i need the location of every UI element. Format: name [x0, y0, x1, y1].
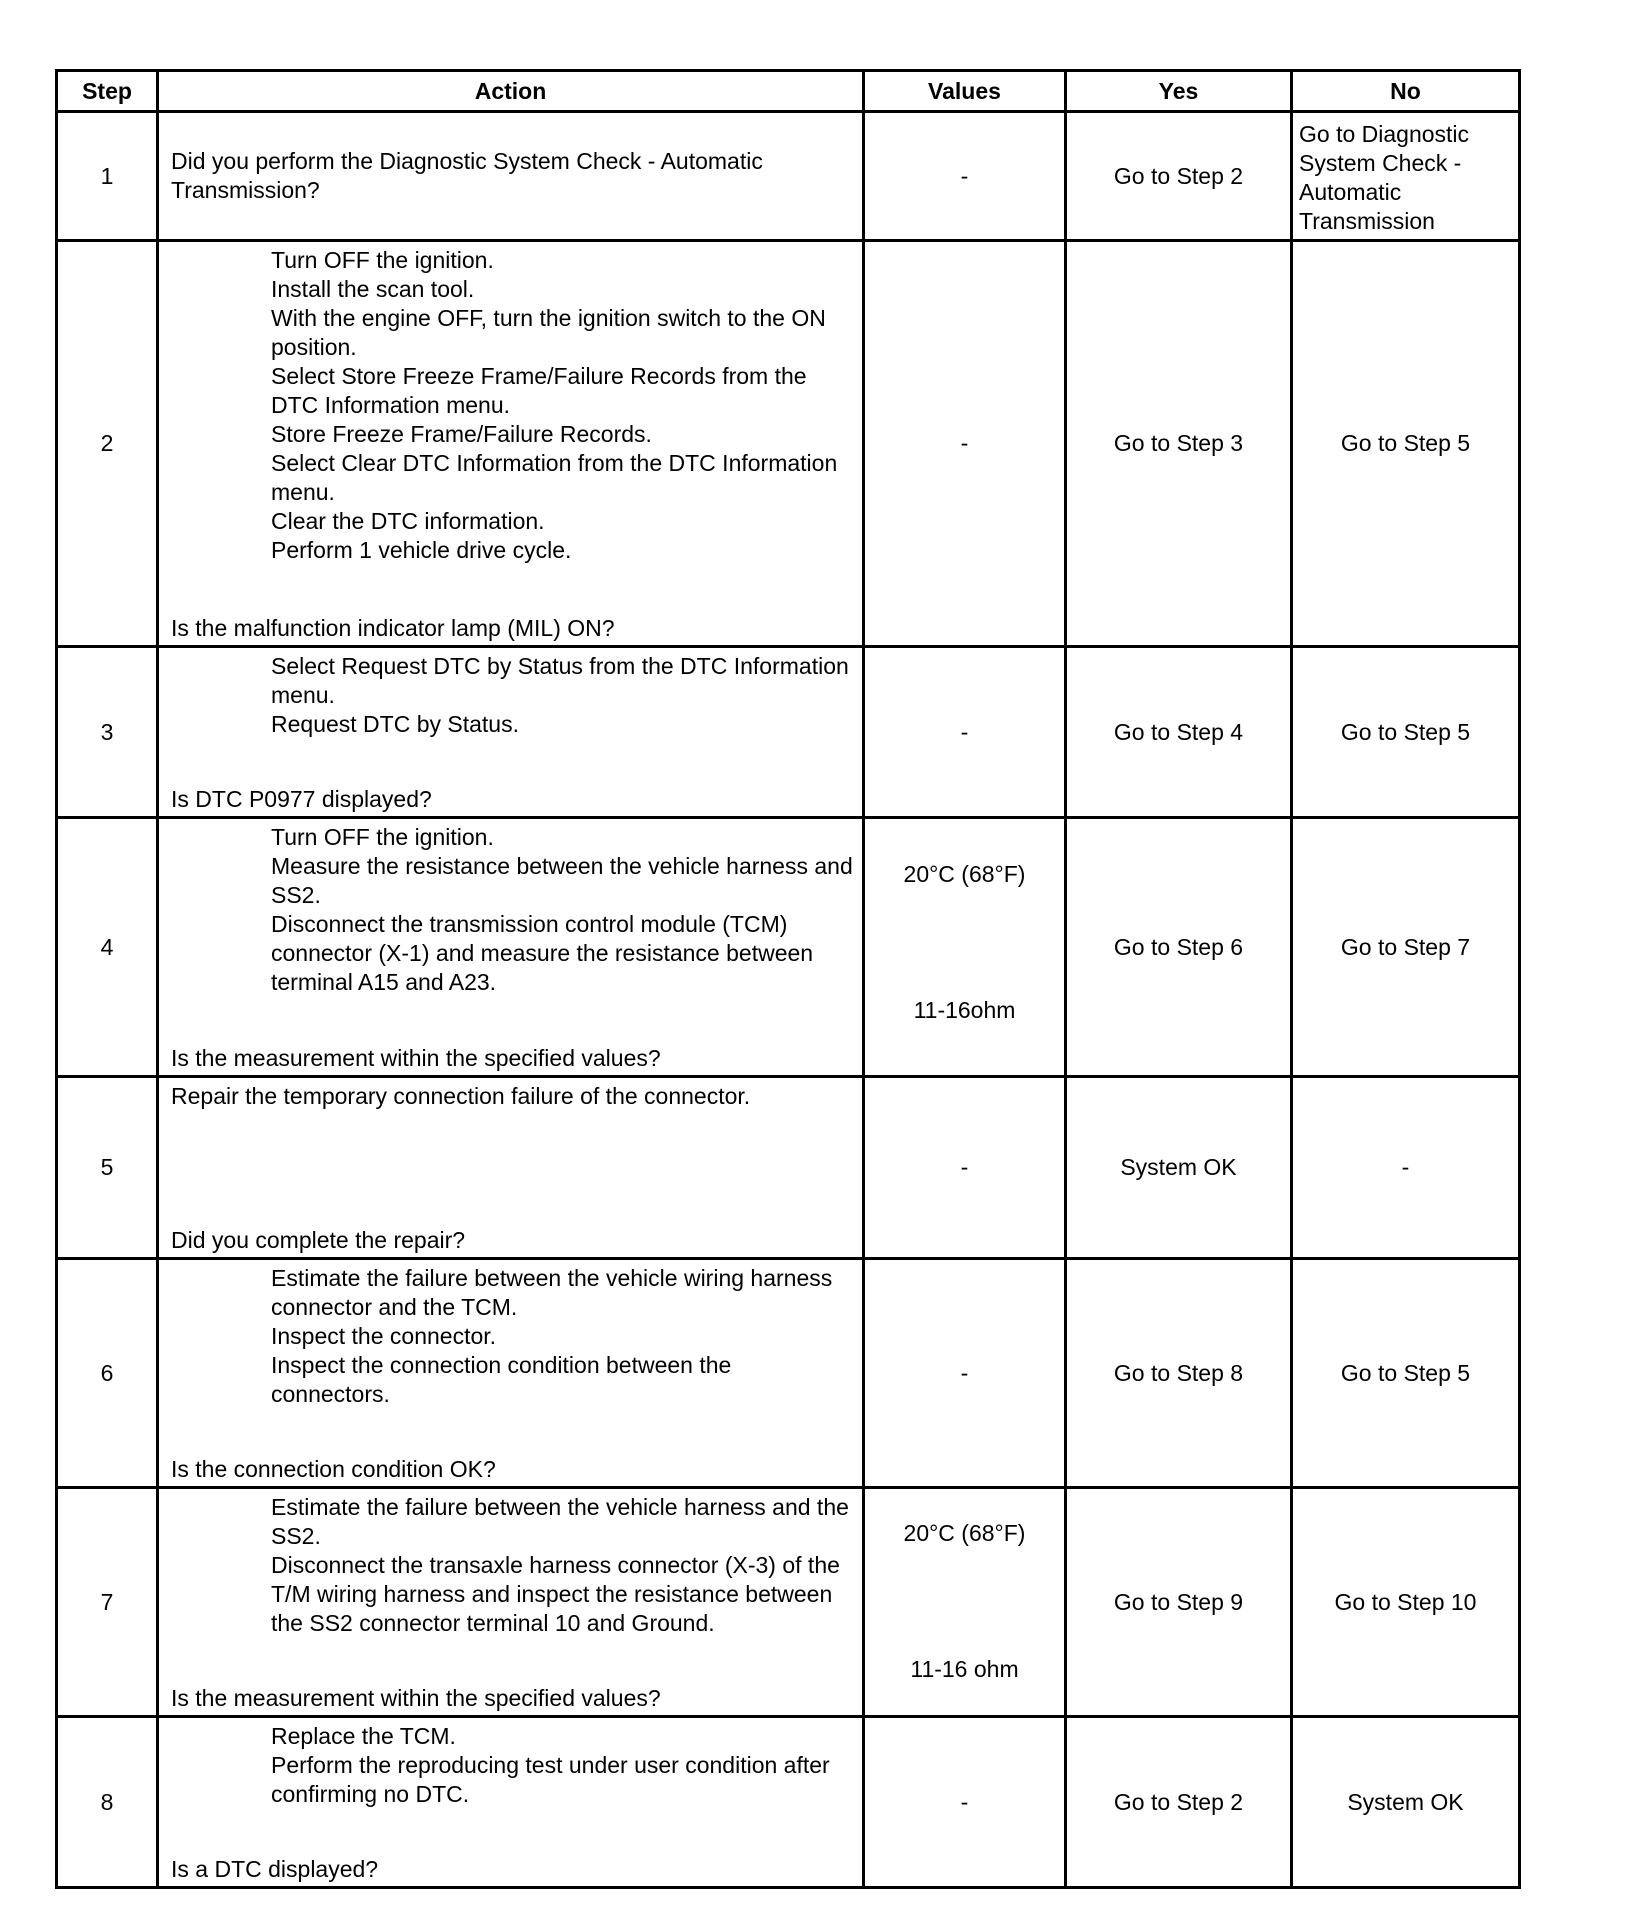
action-text: Repair the temporary connection failure of the connector.: [171, 1083, 751, 1109]
action-line: Estimate the failure between the vehicle wiring harness connector and the TCM.: [271, 1265, 833, 1320]
action-question: Did you complete the repair?: [171, 1227, 466, 1253]
values-resistance: 11-16 ohm: [910, 1656, 1019, 1682]
action-steps: [165, 1260, 856, 1409]
action-question: Is the connection condition OK?: [171, 1456, 496, 1482]
action-line: Clear the DTC information.: [271, 508, 545, 534]
values-temperature: 20°C (68°F): [903, 861, 1026, 887]
table-row: [57, 1717, 1520, 1888]
no-cell: Go to Step 5: [1292, 241, 1520, 647]
step-number: 5: [57, 1077, 158, 1259]
action-cell: [158, 1077, 864, 1259]
table-row: [57, 818, 1520, 1077]
action-question: Is the measurement within the specified values?: [171, 1685, 661, 1711]
no-cell: Go to Step 7: [1292, 818, 1520, 1077]
table-row: [57, 1259, 1520, 1488]
header-action: Action: [158, 71, 864, 112]
action-question: Is a DTC displayed?: [171, 1856, 379, 1882]
yes-cell: Go to Step 9: [1066, 1488, 1292, 1717]
yes-cell: Go to Step 6: [1066, 818, 1292, 1077]
action-cell: [158, 647, 864, 818]
action-steps: [165, 242, 856, 565]
action-line: Select Request DTC by Status from the DTC Information menu.: [271, 653, 849, 708]
action-line: Store Freeze Frame/Failure Records.: [271, 421, 652, 447]
values-resistance: 11-16ohm: [913, 997, 1016, 1023]
action-line: Measure the resistance between the vehicle harness and SS2.: [271, 853, 853, 908]
action-cell: [158, 1259, 864, 1488]
table-row: [57, 241, 1520, 647]
step-number: 2: [57, 241, 158, 647]
diagnostic-table: [55, 69, 1521, 1889]
action-steps: [165, 648, 856, 739]
yes-cell: Go to Step 2: [1066, 112, 1292, 241]
action-line: Turn OFF the ignition.: [271, 247, 494, 273]
action-cell: [158, 818, 864, 1077]
yes-cell: Go to Step 2: [1066, 1717, 1292, 1888]
header-no: No: [1292, 71, 1520, 112]
action-line: Disconnect the transmission control module (TCM) connector (X-1) and measure the resistance between terminal A15 and A23.: [271, 911, 814, 995]
action-question: Is DTC P0977 displayed?: [171, 786, 432, 812]
yes-cell: Go to Step 4: [1066, 647, 1292, 818]
step-number: 8: [57, 1717, 158, 1888]
action-line: Inspect the connector.: [271, 1323, 497, 1349]
action-line: Inspect the connection condition between the connectors.: [271, 1352, 732, 1407]
action-text: Did you perform the Diagnostic System Check - Automatic Transmission?: [171, 148, 763, 203]
no-cell: Go to Step 5: [1292, 647, 1520, 818]
action-line: Perform 1 vehicle drive cycle.: [271, 537, 572, 563]
action-line: Install the scan tool.: [271, 276, 475, 302]
step-number: 1: [57, 112, 158, 241]
no-cell: System OK: [1292, 1717, 1520, 1888]
yes-cell: Go to Step 8: [1066, 1259, 1292, 1488]
values-cell: -: [864, 647, 1066, 818]
action-line: With the engine OFF, turn the ignition switch to the ON position.: [271, 305, 826, 360]
table-row: [57, 1488, 1520, 1717]
no-cell: -: [1292, 1077, 1520, 1259]
no-cell: Go to Step 10: [1292, 1488, 1520, 1717]
step-number: 3: [57, 647, 158, 818]
action-steps: [165, 1489, 856, 1638]
step-number: 6: [57, 1259, 158, 1488]
action-line: Estimate the failure between the vehicle harness and the SS2.: [271, 1494, 849, 1549]
values-cell: [864, 1488, 1066, 1717]
no-cell: Go to Step 5: [1292, 1259, 1520, 1488]
step-number: 7: [57, 1488, 158, 1717]
values-cell: -: [864, 1717, 1066, 1888]
header-step: Step: [57, 71, 158, 112]
header-row: [57, 71, 1520, 112]
action-cell: [158, 1717, 864, 1888]
action-cell: [158, 241, 864, 647]
table-row: [57, 112, 1520, 241]
yes-cell: Go to Step 3: [1066, 241, 1292, 647]
action-line: Select Store Freeze Frame/Failure Records from the DTC Information menu.: [271, 363, 807, 418]
header-yes: Yes: [1066, 71, 1292, 112]
values-cell: -: [864, 1077, 1066, 1259]
action-cell: [158, 112, 864, 241]
action-line: Disconnect the transaxle harness connector (X-3) of the T/M wiring harness and inspect the resistance between the SS2 connector terminal 10 and Ground.: [271, 1552, 840, 1636]
no-cell: Go to Diagnostic System Check - Automatic Transmission: [1292, 112, 1520, 241]
values-cell: -: [864, 241, 1066, 647]
header-values: Values: [864, 71, 1066, 112]
action-line: Turn OFF the ignition.: [271, 824, 494, 850]
values-cell: [864, 818, 1066, 1077]
action-question: Is the malfunction indicator lamp (MIL) ON?: [171, 615, 615, 641]
yes-cell: System OK: [1066, 1077, 1292, 1259]
values-cell: -: [864, 112, 1066, 241]
table-row: [57, 1077, 1520, 1259]
action-line: Select Clear DTC Information from the DTC Information menu.: [271, 450, 838, 505]
action-question: Is the measurement within the specified values?: [171, 1045, 661, 1071]
step-number: 4: [57, 818, 158, 1077]
action-line: Replace the TCM.: [271, 1723, 456, 1749]
action-line: Perform the reproducing test under user condition after confirming no DTC.: [271, 1752, 830, 1807]
values-temperature: 20°C (68°F): [903, 1520, 1026, 1546]
action-line: Request DTC by Status.: [271, 711, 519, 737]
action-steps: [165, 1718, 856, 1809]
action-cell: [158, 1488, 864, 1717]
table-row: [57, 647, 1520, 818]
values-cell: -: [864, 1259, 1066, 1488]
action-steps: [165, 819, 856, 997]
